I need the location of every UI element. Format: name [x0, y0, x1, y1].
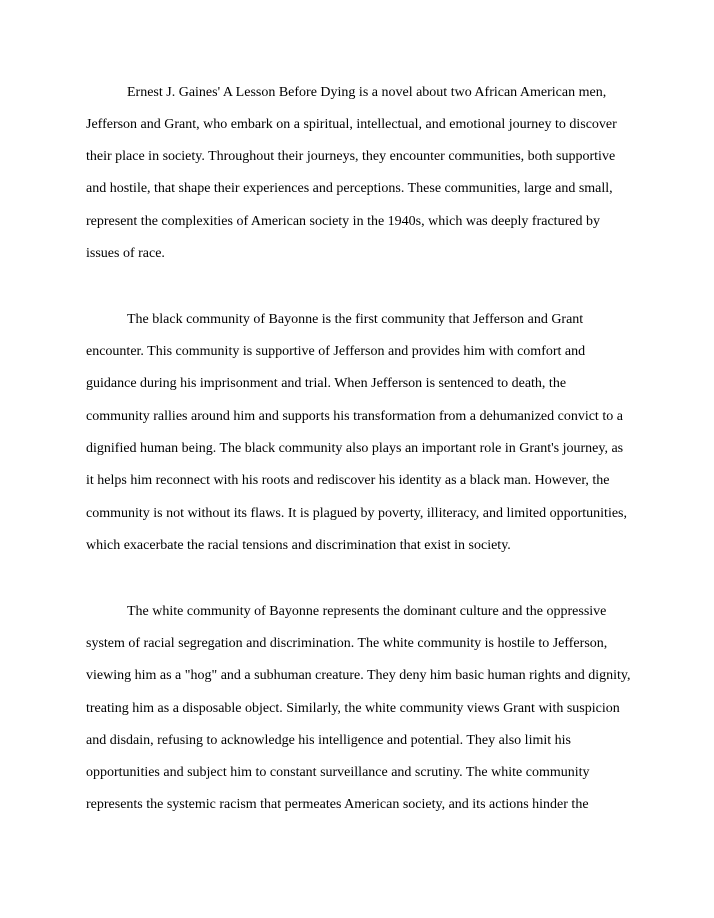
paragraph-1-line-1: Ernest J. Gaines' A Lesson Before Dying is a novel about two African American men,: [127, 85, 607, 100]
paragraph-2-line-2: encounter. This community is supportive of Jefferson and provides him with comfort and: [86, 344, 586, 359]
paragraph-2-line-1: The black community of Bayonne is the first community that Jefferson and Grant: [127, 312, 584, 327]
paragraph-3-line-7: represents the systemic racism that permeates American society, and its actions hinder the: [86, 797, 589, 812]
paragraph-3-line-2: system of racial segregation and discrimination. The white community is hostile to Jefferson,: [86, 636, 608, 651]
paragraph-1-line-5: represent the complexities of American society in the 1940s, which was deeply fractured by: [86, 214, 600, 229]
paragraph-2-line-8: which exacerbate the racial tensions and discrimination that exist in society.: [86, 538, 511, 553]
paragraph-2-line-4: community rallies around him and supports his transformation from a dehumanized convict to a: [86, 409, 623, 424]
paragraph-1-line-2: Jefferson and Grant, who embark on a spiritual, intellectual, and emotional journey to discover: [86, 117, 617, 132]
paragraph-3-line-6: opportunities and subject him to constant surveillance and scrutiny. The white community: [86, 765, 590, 780]
paragraph-1-line-6: issues of race.: [86, 246, 165, 261]
paragraph-2-line-3: guidance during his imprisonment and trial. When Jefferson is sentenced to death, the: [86, 376, 567, 391]
paragraph-2-line-5: dignified human being. The black community also plays an important role in Grant's journey, as: [86, 441, 624, 456]
paragraph-3-line-4: treating him as a disposable object. Similarly, the white community views Grant with suspicion: [86, 701, 620, 716]
paragraph-2-line-6: it helps him reconnect with his roots and rediscover his identity as a black man. However, the: [86, 473, 610, 488]
paragraph-1-line-3: their place in society. Throughout their journeys, they encounter communities, both supportive: [86, 149, 616, 164]
paragraph-3-line-1: The white community of Bayonne represents the dominant culture and the oppressive: [127, 604, 607, 619]
paragraph-3-line-3: viewing him as a "hog" and a subhuman creature. They deny him basic human rights and dignity,: [86, 668, 631, 683]
paragraph-3-line-5: and disdain, refusing to acknowledge his intelligence and potential. They also limit his: [86, 733, 571, 748]
paragraph-2-line-7: community is not without its flaws. It is plagued by poverty, illiteracy, and limited opportunities,: [86, 506, 627, 521]
paragraph-1-line-4: and hostile, that shape their experiences and perceptions. These communities, large and small,: [86, 181, 613, 196]
